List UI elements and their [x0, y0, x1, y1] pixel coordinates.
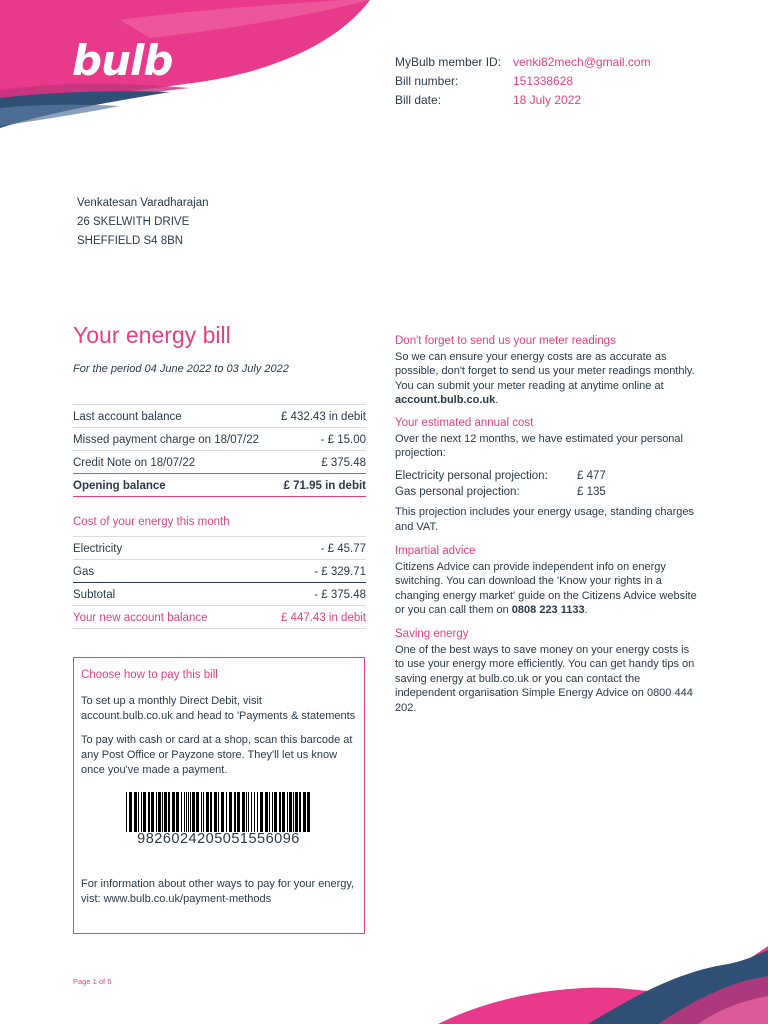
barcode-bar: [210, 792, 212, 832]
electricity-projection-label: Electricity personal projection:: [395, 470, 548, 482]
payment-heading: Choose how to pay this bill: [81, 669, 218, 681]
electricity-projection-row: [395, 469, 700, 485]
electricity-row: [73, 536, 366, 559]
customer-name: Venkatesan Varadharajan: [77, 197, 209, 209]
new-balance-row: [73, 605, 366, 629]
member-id-value: venki82mech@gmail.com: [513, 54, 651, 69]
other-payment-text: For information about other ways to pay for your energy, vist: www.bulb.co.uk/payment-methods: [81, 878, 355, 905]
barcode-bar: [289, 792, 292, 832]
cost-table: [73, 536, 366, 629]
barcode-bar: [279, 792, 281, 832]
barcode-bar: [201, 792, 202, 832]
impartial-advice-section: [395, 544, 700, 618]
bill-period: For the period 04 June 2022 to 03 July 2022: [73, 363, 289, 375]
barcode-bar: [126, 792, 127, 832]
barcode-bar: [221, 792, 224, 832]
opening-balance-value: £ 71.95 in debit: [283, 479, 366, 492]
barcode-bar: [299, 792, 301, 832]
member-id-row: [395, 52, 651, 71]
projection-note-text: This projection includes your energy usage, standing charges and VAT.: [395, 506, 695, 533]
electricity-value: - £ 45.77: [320, 542, 366, 555]
barcode-bar: [246, 792, 247, 832]
saving-text: One of the best ways to save money on your energy costs is to use your energy more efficiently. You can get handy tips on saving energy at bulb.co.uk or you can contact the independent organisation Simple Energy Advice on 0800 444 202.: [395, 643, 695, 714]
barcode-bar: [272, 792, 273, 832]
barcode-bar: [295, 792, 298, 832]
saving-energy-section: [395, 627, 700, 715]
annual-cost-section: [395, 416, 700, 461]
barcode-bar: [192, 792, 195, 832]
barcode-bar: [164, 792, 167, 832]
barcode-bar: [156, 792, 157, 832]
page-title: Your energy bill: [73, 322, 231, 348]
barcode-bar: [129, 792, 132, 832]
barcode-bar: [303, 792, 306, 832]
meter-end: .: [495, 394, 499, 406]
balance-table: [73, 404, 366, 497]
barcode-bar: [143, 792, 146, 832]
page-number: Page 1 of 5: [73, 977, 112, 986]
barcode-bar: [190, 792, 191, 832]
impartial-text: [395, 560, 700, 618]
barcode-bar: [158, 792, 161, 832]
barcode-bar: [196, 792, 199, 832]
bill-meta: [395, 52, 651, 109]
barcode-bar: [251, 792, 252, 832]
barcode-bar: [148, 792, 150, 832]
barcode-bar: [287, 792, 288, 832]
subtotal-row: [73, 582, 366, 605]
balance-row-label: Credit Note on 18/07/22: [73, 456, 196, 469]
impartial-body: Citizens Advice can provide independent info on energy switching. You can download the 'Know your rights in a changing energy market' guide on the Citizens Advice website or you can call them on: [395, 560, 697, 616]
balance-row: [73, 450, 366, 473]
barcode-bar: [260, 792, 263, 832]
balance-row-label: Missed payment charge on 18/07/22: [73, 433, 260, 446]
cash-payment-text: To pay with cash or card at a shop, scan this barcode at any Post Office or Payzone store. They'll let us know once you've made a payment.: [81, 734, 353, 776]
saving-heading: Saving energy: [395, 628, 469, 640]
balance-row: [73, 404, 366, 427]
gas-projection-value: £ 135: [577, 485, 606, 498]
barcode-bar: [181, 792, 182, 832]
new-balance-value: £ 447.43 in debit: [280, 611, 366, 624]
meter-readings-section: [395, 334, 700, 408]
barcode-bar: [269, 792, 270, 832]
barcode-bar: [188, 792, 189, 832]
barcode-bar: [206, 792, 209, 832]
projection-list: [395, 469, 700, 500]
barcode-bar: [176, 792, 179, 832]
barcode-bar: [134, 792, 137, 832]
bill-date-row: [395, 90, 651, 109]
balance-row-value: £ 432.43 in debit: [280, 410, 366, 423]
barcode-bar: [293, 792, 294, 832]
balance-row: [73, 427, 366, 450]
payment-barcode: [81, 792, 356, 832]
cost-heading: Cost of your energy this month: [73, 516, 230, 528]
direct-debit-text: To set up a monthly Direct Debit, visit account.bulb.co.uk and head to 'Payments & statements: [81, 695, 356, 722]
gas-value: - £ 329.71: [314, 565, 366, 578]
subtotal-value: - £ 375.48: [314, 588, 366, 601]
meter-heading: Don't forget to send us your meter readings: [395, 335, 616, 347]
citizens-advice-phone: 0808 223 1133: [511, 604, 585, 616]
barcode-bar: [234, 792, 236, 832]
barcode-bar: [265, 792, 268, 832]
electricity-projection-value: £ 477: [577, 470, 606, 482]
bill-date-value: 18 July 2022: [513, 92, 582, 107]
gas-projection-row: [395, 485, 700, 501]
balance-row-value: - £ 15.00: [320, 433, 366, 446]
gas-projection-label: Gas personal projection:: [395, 485, 520, 498]
barcode-bar: [282, 792, 285, 832]
customer-address: [77, 194, 209, 251]
gas-label: Gas: [73, 565, 95, 578]
barcode-bar: [203, 792, 204, 832]
member-id-label: MyBulb member ID:: [395, 54, 502, 69]
barcode-bar: [186, 792, 187, 832]
subtotal-label: Subtotal: [73, 588, 116, 601]
bill-number-label: Bill number:: [395, 73, 459, 88]
barcode-bar: [218, 792, 219, 832]
new-balance-label: Your new account balance: [73, 611, 208, 624]
opening-balance-row: [73, 473, 366, 497]
barcode-bar: [172, 792, 175, 832]
electricity-label: Electricity: [73, 542, 123, 555]
impartial-heading: Impartial advice: [395, 545, 476, 557]
account-link[interactable]: account.bulb.co.uk: [395, 394, 496, 406]
barcode-bar: [162, 792, 163, 832]
barcode-number: 9826024205051556096: [137, 831, 300, 847]
impartial-end: .: [584, 604, 588, 616]
bill-number-value: 151338628: [513, 73, 574, 88]
barcode-bar: [242, 792, 245, 832]
meter-body: So we can ensure your energy costs are as accurate as possible, don't forget to send us your meter readings monthly. You can submit your meter reading at anytime online at: [395, 350, 695, 392]
opening-balance-label: Opening balance: [73, 479, 166, 492]
barcode-bar: [226, 792, 227, 832]
barcode-bar: [254, 792, 255, 832]
address-line-2: SHEFFIELD S4 8BN: [77, 235, 184, 247]
meter-text: [395, 350, 700, 408]
barcode-bar: [214, 792, 217, 832]
barcode-bar: [257, 792, 258, 832]
barcode-bar: [138, 792, 139, 832]
brush-stroke-bottom: [438, 924, 768, 1024]
barcode-bar: [248, 792, 249, 832]
barcode-bar: [307, 792, 310, 832]
projection-note: [395, 505, 700, 534]
barcode-bar: [141, 792, 142, 832]
bulb-logo: bulb: [72, 36, 173, 85]
payment-options-box: [73, 657, 365, 934]
barcode-bar: [184, 792, 185, 832]
brush-stroke-top: [0, 0, 370, 130]
annual-heading: Your estimated annual cost: [395, 417, 534, 429]
address-line-1: 26 SKELWITH DRIVE: [77, 216, 190, 228]
barcode-bar: [237, 792, 240, 832]
bill-date-label: Bill date:: [395, 92, 442, 107]
balance-row-value: £ 375.48: [321, 456, 366, 469]
bill-number-row: [395, 71, 651, 90]
barcode-bar: [274, 792, 277, 832]
balance-row-label: Last account balance: [73, 410, 182, 423]
barcode-bar: [229, 792, 232, 832]
barcode-bar: [168, 792, 170, 832]
gas-row: [73, 559, 366, 582]
annual-text: Over the next 12 months, we have estimated your personal projection:: [395, 432, 683, 459]
barcode-bar: [151, 792, 154, 832]
